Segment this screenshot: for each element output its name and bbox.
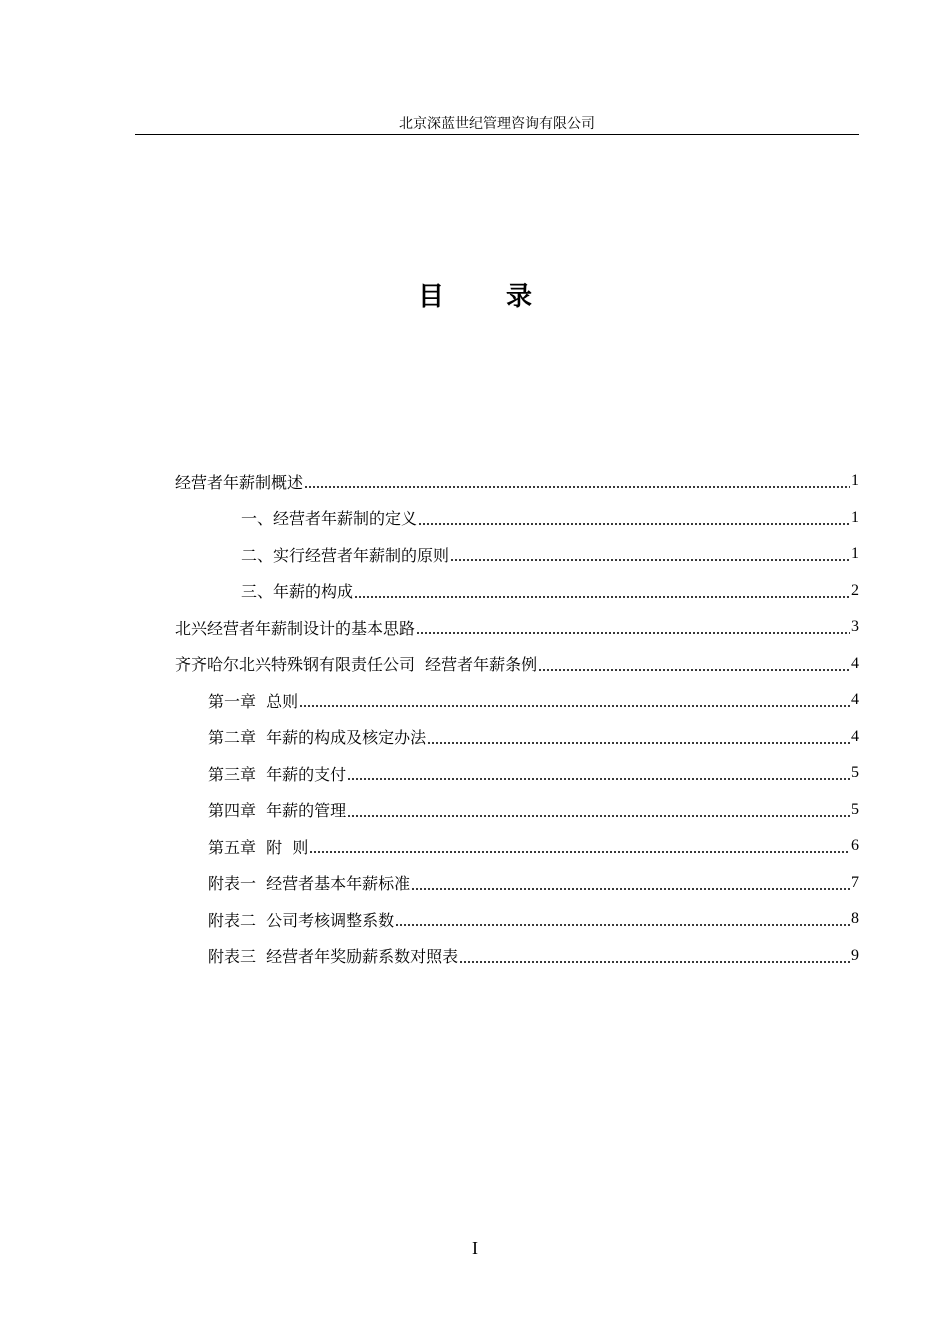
toc-entry-page-number: 4 <box>851 727 859 745</box>
toc-dot-leader <box>299 692 850 708</box>
toc-dot-leader <box>411 875 850 891</box>
toc-dot-leader <box>418 510 850 526</box>
toc-entry[interactable] <box>175 609 859 646</box>
toc-dot-leader <box>416 619 850 635</box>
header-company-name: 北京深蓝世纪管理咨询有限公司 <box>399 116 595 132</box>
page-number-footer: I <box>472 1238 478 1258</box>
toc-entry-page-number: 3 <box>851 618 859 636</box>
toc-dot-leader <box>459 948 850 964</box>
toc-entry[interactable] <box>175 536 859 573</box>
toc-entry-label: 二、实行经营者年薪制的原则 <box>241 545 450 565</box>
toc-entry[interactable] <box>175 901 859 938</box>
toc-entry-label: 经营者年薪制概述 <box>175 472 304 492</box>
toc-entry-label: 第二章 年薪的构成及核定办法 <box>208 728 427 748</box>
toc-dot-leader <box>538 656 850 672</box>
toc-entry-label: 第一章 总则 <box>208 691 299 711</box>
toc-dot-leader <box>309 838 850 854</box>
toc-entry[interactable] <box>175 463 859 500</box>
toc-entry[interactable] <box>175 646 859 683</box>
toc-entry-label: 第五章 附 则 <box>208 837 309 857</box>
toc-entry-page-number: 1 <box>851 472 859 490</box>
toc-entry-label: 一、经营者年薪制的定义 <box>241 509 418 529</box>
toc-entry-label: 第三章 年薪的支付 <box>208 764 347 784</box>
toc-entry-page-number: 4 <box>851 654 859 672</box>
toc-entry-page-number: 8 <box>851 910 859 928</box>
page-title: 目录 <box>417 282 594 312</box>
toc-entry-page-number: 6 <box>851 837 859 855</box>
toc-dot-leader <box>354 583 850 599</box>
toc-entry-label: 北兴经营者年薪制设计的基本思路 <box>175 618 416 638</box>
toc-entry-page-number: 2 <box>851 581 859 599</box>
toc-entry-label: 附表一 经营者基本年薪标准 <box>208 874 411 894</box>
toc-entry-label: 齐齐哈尔北兴特殊钢有限责任公司 经营者年薪条例 <box>175 655 538 675</box>
toc-entry-page-number: 1 <box>851 508 859 526</box>
toc-dot-leader <box>304 473 850 489</box>
toc-entry[interactable] <box>175 755 859 792</box>
toc-dot-leader <box>347 802 850 818</box>
toc-dot-leader <box>427 729 850 745</box>
toc-entry[interactable] <box>175 500 859 537</box>
toc-entry-page-number: 4 <box>851 691 859 709</box>
table-of-contents <box>175 463 859 974</box>
toc-entry-page-number: 9 <box>851 946 859 964</box>
toc-entry-page-number: 5 <box>851 800 859 818</box>
toc-dot-leader <box>347 765 850 781</box>
toc-entry-page-number: 5 <box>851 764 859 782</box>
toc-entry[interactable] <box>175 792 859 829</box>
toc-entry[interactable] <box>175 573 859 610</box>
toc-entry-label: 第四章 年薪的管理 <box>208 801 347 821</box>
toc-entry[interactable] <box>175 938 859 975</box>
toc-entry[interactable] <box>175 865 859 902</box>
toc-entry[interactable] <box>175 828 859 865</box>
toc-entry-label: 附表三 经营者年奖励薪系数对照表 <box>208 947 459 967</box>
toc-entry[interactable] <box>175 682 859 719</box>
toc-dot-leader <box>450 546 850 562</box>
toc-entry-page-number: 1 <box>851 545 859 563</box>
toc-entry-label: 附表二 公司考核调整系数 <box>208 910 395 930</box>
toc-dot-leader <box>395 911 850 927</box>
toc-entry-label: 三、年薪的构成 <box>241 582 354 602</box>
toc-entry-page-number: 7 <box>851 873 859 891</box>
page-header <box>135 114 859 135</box>
toc-entry[interactable] <box>175 719 859 756</box>
